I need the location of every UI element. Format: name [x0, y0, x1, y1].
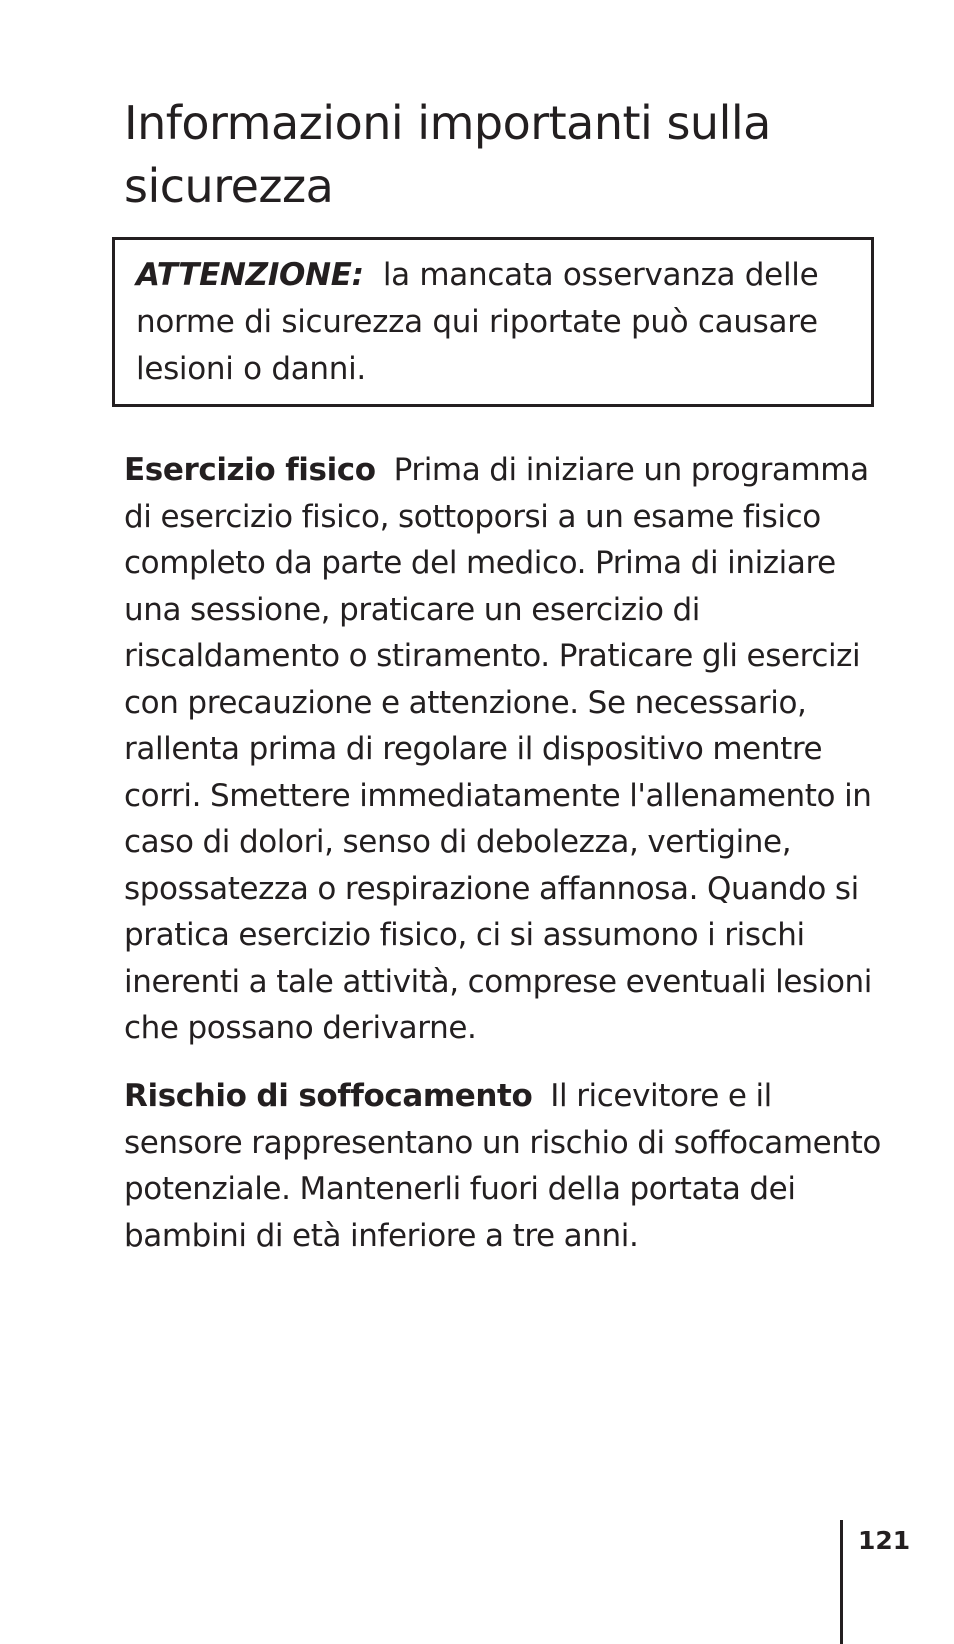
warning-label: ATTENZIONE: [136, 257, 364, 293]
section-choking [124, 1073, 884, 1259]
warning-box [112, 237, 874, 407]
section-heading-exercise: Esercizio fisico [124, 452, 376, 488]
section-exercise [124, 447, 884, 1052]
section-heading-choking: Rischio di soffocamento [124, 1078, 533, 1114]
section-body-choking: Il ricevitore e il sensore rappresentano un rischio di soffocamento potenziale. Mantenerli fuori della portata dei bambini di età inferiore a tre anni. [124, 1078, 881, 1254]
page-number-rule [840, 1520, 843, 1644]
page-title: Informazioni importanti sulla sicurezza [124, 96, 771, 213]
page-number: 121 [858, 1526, 911, 1555]
section-body-exercise: Prima di iniziare un programma di esercizio fisico, sottoporsi a un esame fisico completo da parte del medico. Prima di iniziare una sessione, praticare un esercizio di riscaldamento o stiramento. Praticare gli esercizi con precauzione e attenzione. Se necessario, rallenta prima di regolare il dispositivo mentre corri. Smettere immediatamente l'allenamento in caso di dolori, senso di debolezza, vertigine, spossatezza o respirazione affannosa. Quando si pratica esercizio fisico, ci si assumono i rischi inerenti a tale attività, comprese eventuali lesioni che possano derivarne. [124, 452, 873, 1046]
warning-text: la mancata osservanza delle norme di sicurezza qui riportate può causare lesioni o danni. [136, 257, 819, 387]
